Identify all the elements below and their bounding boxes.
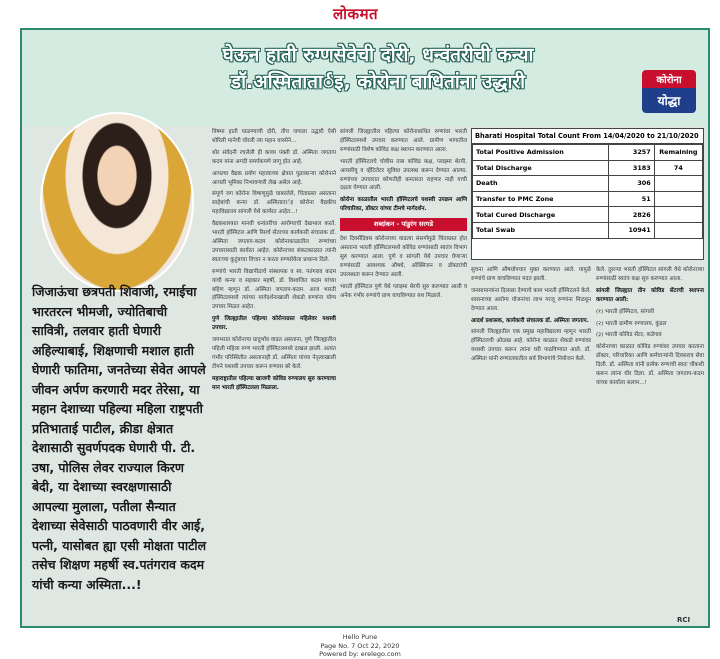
corona-warrior-badge: [642, 70, 696, 116]
table-row: [473, 222, 703, 238]
list-item: (३) भारती कोविड सेंटर, कडेगाव: [596, 332, 662, 339]
row-label: Death: [473, 176, 609, 192]
row-label: Total Positive Admission: [473, 145, 609, 161]
headline: [118, 42, 638, 96]
row-label: Total Cured Discharge: [473, 207, 609, 223]
paragraph: वैद्यकशास्त्रात मानवी धन्वंतरींचा आरोग्याची देखभाल करते. भारती हॉस्पिटल आणि रिसर्च सेंटरच्या कार्यकारी संचालक डॉ. अस्मिता जगताप-कदम कोरोनाकाळातील रुग्णांच्या उपचारासाठी कार्यरत आहेत. कोरोनाच्या संकटकाळात त्यांनी स्वतःच्या कुटुंबाचा विचार न करता रुग्णसेवेला प्राधान्य दिले.: [212, 221, 336, 263]
paragraph: भारती हॉस्पिटल पुणे येथे प्लाझ्मा थेरपी सुरु करण्यात आली व अनेक गंभीर रुग्णांचे प्राण वाचविण्यात यश मिळाले.: [340, 283, 467, 299]
article-column-4: [596, 266, 704, 612]
subheading: महाराष्ट्रातील पहिल्या खाजगी कोविड रुग्णालय सुरु करण्याचा मान भारती हॉस्पिटलला मिळाला.: [212, 375, 336, 391]
paragraph: आपल्या वैद्यक प्रयोग महत्त्वाच्या क्षेत्रात पुढाकाऱ्या कोरोनाने आपली भूमिका निभावणारी लेख असेल आहे.: [212, 170, 336, 186]
row-label: Total Swab: [473, 222, 609, 238]
row-value: 3257: [608, 145, 654, 161]
row-extra: [654, 207, 702, 223]
table-row: [473, 145, 703, 161]
list-item: (१) भारती हॉस्पिटल, सांगली: [596, 308, 655, 315]
paragraph: केले. दुसऱ्या भारती हॉस्पिटल सांगली येथे कोरोनाच्या रुग्णांसाठी स्वतंत्र कक्ष सुरु करण्यात आला.: [596, 267, 704, 282]
article-column-1: [212, 128, 336, 626]
paragraph: सांगली जिल्ह्यातील एक प्रमुख महाविद्यालय म्हणून भारती हॉस्पिटलची ओळख आहे. कोरोना काळात शेकडो रुग्णांवर यशस्वी उपचार करून त्यांना घरी पाठविण्यात आले. डॉ. अस्मिता यांनी रुग्णालयातील सर्व विभागांचे नियोजन केले.: [471, 329, 591, 363]
credits-edition: Hello Pune: [342, 633, 378, 641]
row-extra: 74: [654, 160, 702, 176]
intro-text: जिजाऊंचा छत्रपती शिवाजी, रमाईचा भारतरत्न भीमजी, ज्योतिबाची सावित्री, तलवार हाती घेणारी अहिल्याबाई, शिक्षणाची मशाल हाती घेणारी फातिमा, जनतेच्या सेवेत आपले जीवन अर्पण करणारी मदर तेरेसा, या महान देशाच्या पहिल्या महिला राष्ट्रपती प्रतिभाताई पाटील, क्रीडा क्षेत्रात देशासाठी सुवर्णपदक घेणारी पी. टी. उषा, पोलिस लेवर राज्याल किरण बेदी, या देशाच्या स्वरक्षणासाठी आपल्या मुलाला, पतीला सैन्यात देशाच्या सेवेसाठी पाठवणारी वीर आई, पत्नी, यासोबत ह्या एसी मोक्षता पाटील तसेच शिक्षण महर्षी स्व.पतंगराव कदम यांची कन्या अस्मिता...!: [32, 284, 207, 592]
row-extra: Remaining: [654, 145, 702, 161]
row-extra: [654, 176, 702, 192]
paragraph: संपूर्ण जग कोरोना विषाणूमुळे घाबरलेले, चिंताग्रस्त असताना साहेबांची कन्या डॉ. अस्मितातार्इ कोरोना वैद्यकीय महाविद्यालय सांगली येथे कार्यरत आहेत...!: [212, 191, 336, 216]
paragraph: भारती हॉस्पिटलचे चोवीस तास कोविड कक्ष, प्लाझ्मा थेरपी, आयसीयू व व्हेंटिलेटर सुविधा उपलब्ध करून देण्यात आल्या. रुग्णांच्या उपचारात कोणतीही कमतरता राहणार नाही याची दक्षता घेण्यात आली.: [340, 158, 467, 192]
row-label: Total Discharge: [473, 160, 609, 176]
table-row: [473, 207, 703, 223]
table-row: [473, 160, 703, 176]
table-row: [473, 176, 703, 192]
rci-signature: RCI: [677, 616, 691, 624]
credits-powered-by: Powered by: erelego.com: [319, 650, 401, 658]
row-value: 10941: [608, 222, 654, 238]
page-credits: [0, 633, 720, 659]
paragraph: जनसामान्यांना दिलासा देण्याचे काम भारती हॉस्पिटलने केले. शासनाच्या आरोग्य योजनांचा लाभ गरजू रुग्णांना मिळवून देण्यात आला.: [471, 287, 591, 312]
hospital-stats-table: [471, 128, 704, 260]
table-title: Bharati Hospital Total Count From 14/04/2020 to 21/10/2020: [472, 129, 703, 144]
masthead: [0, 0, 720, 26]
table-row: [473, 191, 703, 207]
row-value: 2826: [608, 207, 654, 223]
paragraph: विषमा हाती पाळण्याची दोरी, तीच जगाला उद्धारी ऐसी थोरिली मानेची घोरली त्या महान वारसेने...: [212, 129, 336, 144]
stats-table: [472, 144, 703, 239]
byline: शब्दांकन - पांडुरंग सरगडे: [340, 218, 467, 231]
newspaper-logo: लोकमत: [333, 5, 379, 23]
paragraph: कोरोनाच्या काळात कोविड रुग्णांवर उपचार करताना डॉक्टर, परिचारिका आणि कर्मचाऱ्यांनी दिवसरात्र सेवा दिली. डॉ. अस्मिता यांनी प्रत्येक रुग्णाची स्वतः चौकशी करून त्यांना धीर दिला. डॉ. अस्मिता जगताप-कदम यांच्या कार्याला सलाम...!: [596, 344, 704, 386]
article-column-3: [471, 266, 591, 626]
paragraph: रुग्णांचे भारती विद्यापीठाचे संस्थापक व स्व. पतंगराव कदम यांची कन्या व सहकार महर्षी, डॉ. विश्वजित कदम यांच्या बहिण म्हणून डॉ. अस्मिता जगताप-कदम. आज भारती हॉस्पिटलमध्ये त्यांच्या मार्गदर्शनाखाली शेकडो रुग्णांना योग्य उपचार मिळत आहेत.: [212, 268, 336, 311]
portrait-photo: [40, 112, 194, 292]
row-value: 306: [608, 176, 654, 192]
row-label: Transfer to PMC Zone: [473, 191, 609, 207]
badge-bottom-label: योद्धा: [642, 88, 696, 113]
subheading: सांगली जिल्ह्यात तीन कोविड सेंटरची स्थापना करण्यात आली:: [596, 287, 704, 303]
paragraph: जगभरात कोरोनाचा प्रादुर्भाव वाढत असताना, पुणे जिल्ह्यातील पहिली महिला रुग्ण भारती हॉस्पिटलमध्ये दाखल झाली. अत्यंत गंभीर परिस्थितीत असतानाही डॉ. अस्मिता यांच्या नेतृत्वाखाली टीमने यशस्वी उपचार करून रुग्णास बरे केले.: [212, 337, 336, 370]
credits-page-date: Page No. 7 Oct 22, 2020: [320, 641, 400, 650]
subheading: आदर्श प्रशासक, कार्यकारी संचालक डॉ. अस्मिता जगताप.: [471, 317, 589, 324]
badge-top-label: कोरोना: [642, 70, 696, 88]
row-value: 3183: [608, 160, 654, 176]
row-extra: [654, 191, 702, 207]
headline-line-1: घेऊन हाती रुग्णसेवेची दोरी, धन्वंतरीची कन्या: [222, 44, 534, 66]
paragraph: देश दिवसेंदिवस कोरोनाच्या वाढत्या संसर्गामुळे चिंताग्रस्त होत असताना भारती हॉस्पिटलमध्ये कोविड रुग्णांसाठी स्वतंत्र विभाग सुरु करण्यात आला. पुणे व सांगली येथे उपचार घेणाऱ्या रुग्णांसाठी आवश्यक औषधे, ऑक्सिजन व डॉक्टरांची उपलब्धता करून देण्यात आली.: [340, 236, 467, 278]
article-page: [20, 28, 710, 628]
paragraph: सुचना आणि औषधोपचार मुक्त करण्यात आले. यामुळे रुग्णांचे प्राण वाचविण्यात मदत झाली.: [471, 267, 591, 282]
row-value: 51: [608, 191, 654, 207]
article-column-2: [340, 128, 467, 626]
subheading: कोरोना काळातील भारती हॉस्पिटलचे यशस्वी उपक्रम आणि परिचारिका, डॉक्टर यांच्या टीमचे मार्गदर्शन.: [340, 197, 467, 213]
subheading: पुणे जिल्ह्यातील पहिल्या कोरोनाग्रस्त महिलेवर यशस्वी उपचार.: [212, 316, 336, 332]
headline-line-2: डॉ.अस्मितातार्इ, कोरोना बाधितांना उद्धारी: [230, 71, 526, 93]
list-item: (२) भारती ग्रामीण रुग्णालय, कुंडल: [596, 320, 667, 327]
paragraph: सांगली जिल्ह्यातील पहिल्या कोरोनाबाधित रुग्णांवर भारती हॉस्पिटलमध्ये उपचार करण्यात आले. ग्रामीण भागातील रुग्णांसाठी विशेष कोविड कक्ष स्थापन करण्यात आला.: [340, 129, 467, 153]
paragraph: थोर संवेदनी रचलेली ही काव्य पंक्ती डॉ. अस्मिता जगताप कदम यांना अगदी समर्पकपणे लागू होत आहे.: [212, 149, 336, 165]
row-extra: [654, 222, 702, 238]
